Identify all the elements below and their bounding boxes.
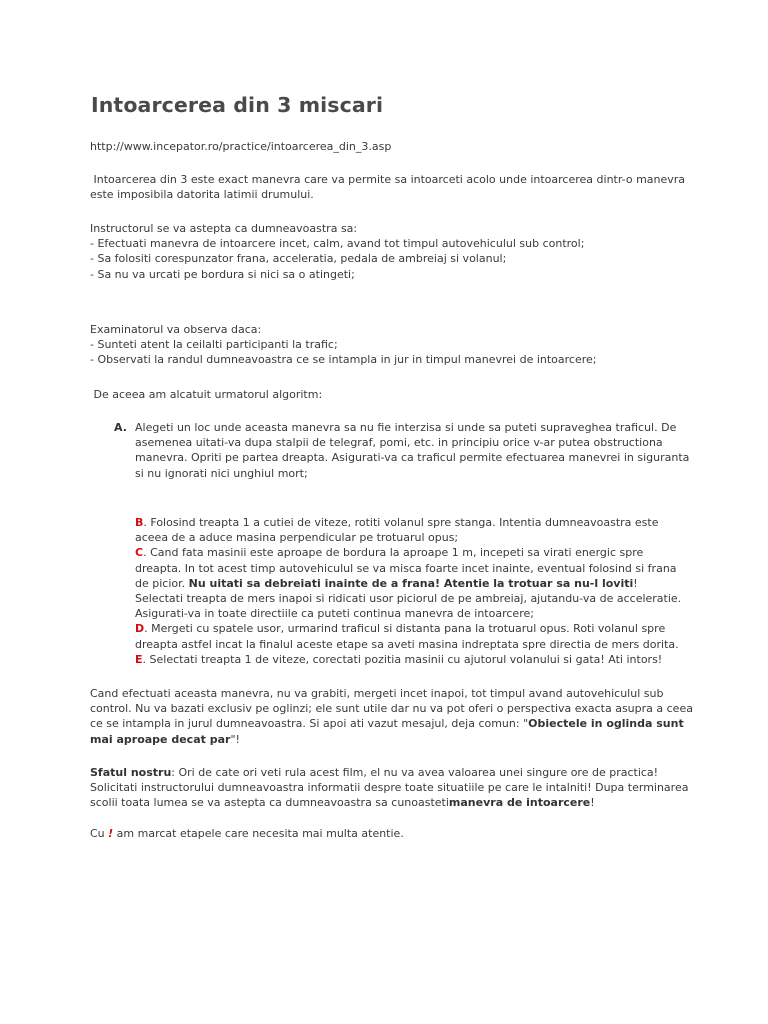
advice-text: ce se intampla in jurul dumneavoastra. Si apoi ati vazut mesajul, deja comun: ": [90, 717, 529, 731]
algorithm-intro: [90, 387, 680, 402]
instructor-line: - Efectuati manevra de intoarcere incet, calm, avand tot timpul autovehiculul sub control;: [90, 237, 585, 251]
intro-line: este imposibila datorita latimii drumului.: [90, 188, 314, 202]
step-a-marker: A.: [114, 421, 127, 434]
step-c-warning: Nu uitati sa debreiati inainte de a frana! Atentie la trotuar sa nu-l loviti: [188, 576, 634, 590]
advice-line: control. Nu va bazati exclusiv pe oglinzi; ele sunt utile dar nu va pot oferi o perspectiva exacta asupra a ceea: [90, 702, 693, 716]
instructor-line: - Sa nu va urcati pe bordura si nici sa o atingeti;: [90, 267, 355, 281]
tip-line: Solicitati instructorului dumneavoastra informatii despre toate situatiile pe care le intalniti! Dupa terminarea: [90, 781, 689, 795]
step-d-line: [135, 621, 675, 636]
tip-text: scolii toata lumea se va astepta ca dumneavoastra sa cunoastetimanevra de intoarcere: [90, 796, 591, 810]
step-b-letter: B: [135, 516, 144, 529]
tip-bold-phrase: manevra de intoarcere: [448, 796, 591, 810]
algorithm-intro-text: De aceea am alcatuit urmatorul algoritm:: [90, 388, 323, 401]
advice-quote: Obiectele in oglinda sunt: [528, 717, 684, 731]
step-a-line: manevra. Opriti pe partea dreapta. Asigurati-va ca traficul permite efectuarea manevrei in siguranta: [135, 451, 690, 465]
tip-text: : Ori de cate ori veti rula acest film, el nu va avea valoarea unei singure ore de practica!: [171, 766, 659, 779]
legend-line: [90, 826, 680, 841]
step-a-line: asemenea uitati-va dupa stalpii de telegraf, pomi, etc. in principiu orice v-ar putea obstructiona: [135, 436, 663, 450]
advice-text: "!: [230, 732, 240, 746]
page-title: Intoarcerea din 3 miscari: [91, 93, 384, 117]
source-url: [90, 139, 680, 154]
steps-b-to-e: [135, 515, 682, 667]
advice-line: [90, 732, 680, 747]
step-a-line: Alegeti un loc unde aceasta manevra sa nu fie interzisa si unde sa puteti supraveghea traficul. De: [135, 421, 677, 434]
intro-paragraph: [90, 172, 686, 202]
step-c-text: de picior.: [135, 576, 189, 590]
tip-label: Sfatul nostru: [90, 766, 172, 779]
step-c-text: . Cand fata masinii este aproape de bordura la aproape 1 m, incepeti sa virati energic spre: [143, 546, 644, 560]
advice-line: [90, 716, 684, 731]
instructor-line: - Sa folositi corespunzator frana, acceleratia, pedala de ambreiaj si volanul;: [90, 252, 507, 266]
step-c-letter: C: [135, 546, 144, 560]
step-a-line: si nu ignorati nici unghiul mort;: [135, 466, 308, 480]
step-a: [135, 420, 690, 481]
advice-paragraph: [90, 686, 693, 747]
step-c-line: Asigurati-va in toate directiile ca puteti continua manevra de intoarcere;: [135, 607, 534, 621]
step-c-line: [135, 545, 675, 560]
step-d-text: . Mergeti cu spatele usor, urmarind traficul si distanta pana la trotuarul opus. Roti volanul spre: [144, 622, 666, 636]
exclamation-mark: !: [108, 827, 114, 840]
step-b-line: [135, 515, 675, 530]
advice-quote: mai aproape decat par: [90, 732, 231, 746]
step-e-line: [135, 652, 675, 667]
tip-line: [90, 765, 680, 780]
step-b-line: aceea de a aduce masina perpendicular pe trotuarul opus;: [135, 531, 459, 545]
tip-line: [90, 795, 680, 810]
examiner-line: - Observati la randul dumneavoastra ce se intampla in jur in timpul manevrei de intoarcere;: [90, 353, 597, 367]
step-b-text: . Folosind treapta 1 a cutiei de viteze, rotiti volanul spre stanga. Intentia dumneavoastra este: [143, 516, 659, 529]
examiner-line: Examinatorul va observa daca:: [90, 323, 262, 336]
intro-line: Intoarcerea din 3 este exact manevra care va permite sa intoarceti acolo unde intoarcerea dintr-o manevra: [90, 173, 686, 186]
step-c-line: [135, 576, 675, 591]
step-e-text: . Selectati treapta 1 de viteze, corectati pozitia masinii cu ajutorul volanului si gata! Ati intors!: [142, 652, 663, 666]
step-e-letter: E: [135, 652, 143, 666]
examiner-line: - Sunteti atent la ceilalti participanti la trafic;: [90, 338, 338, 352]
advice-line: Cand efectuati aceasta manevra, nu va grabiti, mergeti incet inapoi, tot timpul avand autovehiculul sub: [90, 687, 664, 700]
step-d-letter: D: [135, 622, 145, 636]
step-d-line: dreapta astfel incat la finalul aceste etape sa aveti masina indreptata spre directia de mers dorita.: [135, 637, 679, 651]
step-c-line: Selectati treapta de mers inapoi si ridicati usor piciorul de pe ambreiaj, ajutandu-va de acceleratie.: [135, 592, 682, 606]
tip-paragraph: [90, 765, 689, 811]
instructor-line: Instructorul se va astepta ca dumneavoastra sa:: [90, 222, 358, 235]
step-c-line: dreapta. In tot acest timp autovehiculul se va misca foarte incet inainte, eventual folosind si frana: [135, 561, 677, 575]
legend-text: Cu: [90, 827, 109, 840]
instructor-paragraph: [90, 221, 680, 282]
step-c-excl: !: [633, 576, 638, 590]
tip-text: !: [590, 796, 595, 810]
legend-paragraph: [90, 826, 680, 841]
legend-text: am marcat etapele care necesita mai multa atentie.: [113, 827, 404, 840]
examiner-paragraph: [90, 322, 680, 368]
url-text: http://www.incepator.ro/practice/intoarcerea_din_3.asp: [90, 140, 392, 153]
